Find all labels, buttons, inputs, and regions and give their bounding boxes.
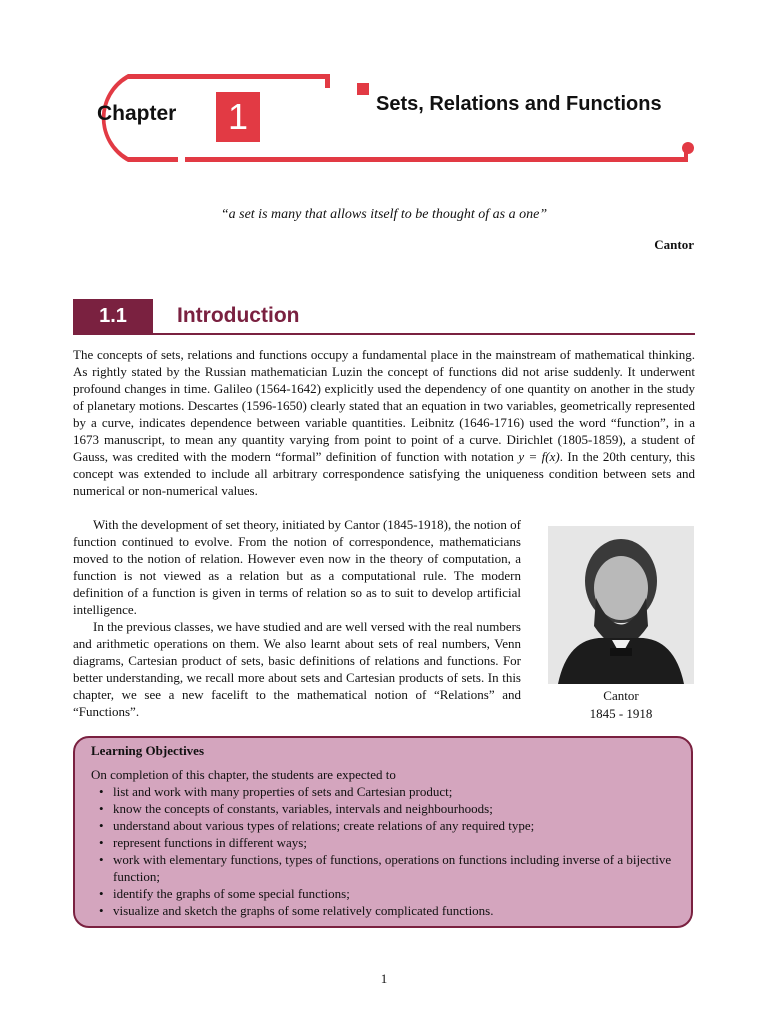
chapter-label: Chapter bbox=[97, 102, 177, 125]
portrait-image bbox=[548, 526, 694, 684]
objectives-list bbox=[89, 783, 677, 919]
paragraph-set-theory: With the development of set theory, initiated by Cantor (1845-1918), the notion of function continued to evolve. From the notion of correspondence, mathematicians moved to the notion of relation. However even now in the theory of computation, a function is not viewed as a relation but as a computational rule. The modern definition of a function is given in terms of relation so as to suit to develop artificial intelligence. bbox=[73, 517, 521, 617]
portrait-caption-name: Cantor bbox=[603, 688, 639, 703]
portrait-caption bbox=[548, 687, 694, 723]
epigraph-author: Cantor bbox=[654, 237, 694, 252]
cantor-portrait bbox=[548, 526, 694, 684]
chapter-number-badge: 1 bbox=[216, 92, 260, 142]
section-title: Introduction bbox=[177, 304, 300, 327]
objective-item: • work with elementary functions, types of functions, operations on functions including inverse of a bijective function; bbox=[99, 851, 677, 885]
section-heading bbox=[73, 299, 695, 335]
objective-item: • know the concepts of constants, variables, intervals and neighbourhoods; bbox=[99, 800, 677, 817]
paragraph-previous-classes: In the previous classes, we have studied and are well versed with the real numbers and arithmetic operations on them. We also learnt about sets of real numbers, Venn diagrams, Cartesian product of sets, basic definitions of relations and functions. For better understanding, we recall more about sets and Cartesian products of sets. In this chapter, we see a new facelift to the mathematical notion of “Relations” and “Functions”. bbox=[73, 619, 521, 719]
intro-math-notation: y = f(x) bbox=[518, 449, 560, 464]
body-column bbox=[73, 516, 521, 720]
portrait-caption-years: 1845 - 1918 bbox=[589, 706, 653, 721]
intro-text-part2: . In the 20th century, this concept was extended to include all arbitrary correspondence satisfying the uniqueness condition between sets and numerical or non-numerical values. bbox=[73, 449, 696, 498]
objective-item: • list and work with many properties of sets and Cartesian product; bbox=[99, 783, 677, 800]
page-number: 1 bbox=[380, 971, 388, 986]
objectives-intro: On completion of this chapter, the students are expected to bbox=[91, 767, 396, 782]
objective-item: • visualize and sketch the graphs of some relatively complicated functions. bbox=[99, 902, 677, 919]
intro-text-part1: The concepts of sets, relations and functions occupy a fundamental place in the mainstream of mathematical thinking. As rightly stated by the Russian mathematician Luzin the concept of functions did not arise suddenly. It underwent profound changes in time. Galileo (1564-1642) explicitly used the dependency of one quantity on another in the study of planetary motions. Descartes (1596-1650) clearly stated that an equation in two variables, geometrically represented by a curve, indicates dependence between variable quantities. Leibnitz (1646-1716) used the word “function”, in a 1673 manuscript, to mean any quantity varying from point to point of a curve. Dirichlet (1805-1859), a student of Gauss, was credited with the modern “formal” definition of function with notation bbox=[73, 347, 695, 464]
learning-objectives-box bbox=[73, 736, 693, 928]
objective-item: • represent functions in different ways; bbox=[99, 834, 677, 851]
chapter-title: Sets, Relations and Functions bbox=[376, 93, 662, 115]
chapter-header-frame bbox=[0, 0, 768, 180]
objective-item: • identify the graphs of some special functions; bbox=[99, 885, 677, 902]
objective-item: • understand about various types of relations; create relations of any required type; bbox=[99, 817, 677, 834]
epigraph-quote: “a set is many that allows itself to be thought of as a one” bbox=[220, 207, 548, 222]
objectives-heading: Learning Objectives bbox=[91, 743, 205, 758]
section-number: 1.1 bbox=[73, 299, 153, 333]
intro-paragraph bbox=[73, 346, 695, 499]
